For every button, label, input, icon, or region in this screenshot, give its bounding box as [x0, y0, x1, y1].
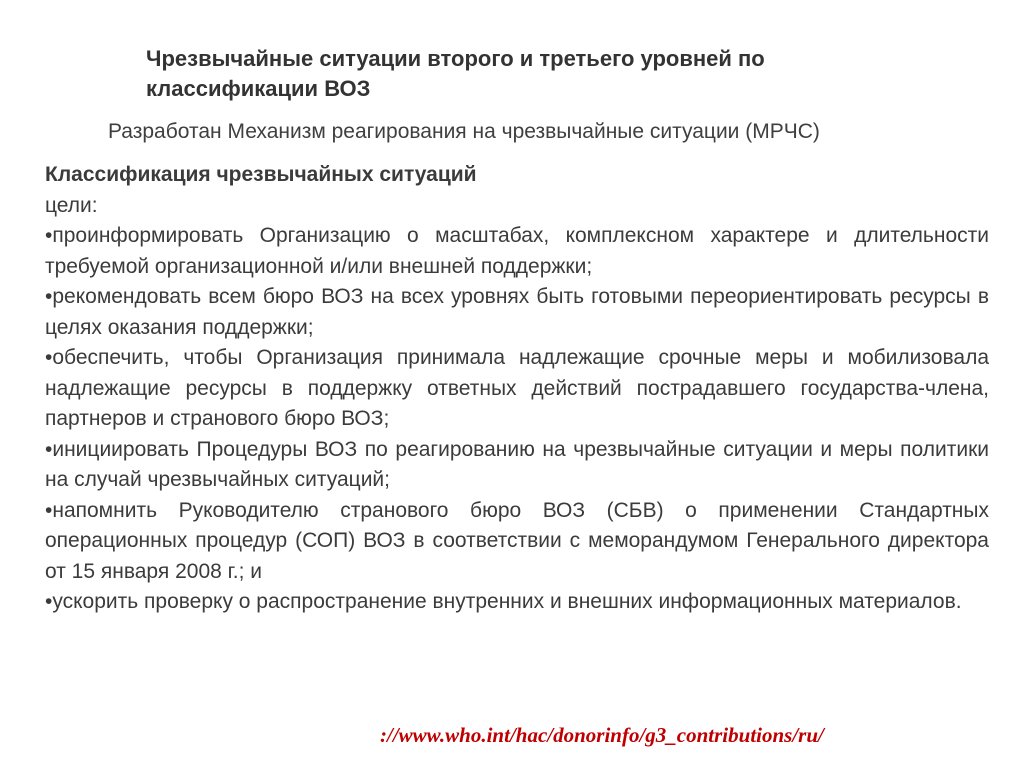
bullet-item-5: •напомнить Руководителю странового бюро ВОЗ (СБВ) о применении Стандартных операционных процедур (СОП) ВОЗ в соответствии с меморандумом Генерального директора от 15 января 2008 г.; и [45, 498, 989, 583]
goals-label: цели: [45, 193, 98, 217]
source-link[interactable]: ://www.who.int/hac/donorinfo/g3_contributions/ru/ [380, 723, 824, 747]
bullet-item-6: •ускорить проверку о распространение внутренних и внешних информационных материалов. [45, 590, 962, 613]
bullet-item-3: •обеспечить, чтобы Организация принимала надлежащие срочные меры и мобилизовала надлежащие ресурсы в поддержку ответных действий пострадавшего государства-члена, партнеров и странового бюро ВОЗ; [45, 346, 989, 430]
slide-subtitle: Разработан Механизм реагирования на чрезвычайные ситуации (МРЧС) [108, 120, 820, 143]
bullet-item-4: •инициировать Процедуры ВОЗ по реагированию на чрезвычайные ситуации и меры политики на случай чрезвычайных ситуаций; [45, 437, 989, 491]
section-heading: Классификация чрезвычайных ситуаций [45, 163, 477, 186]
slide-content [45, 160, 989, 618]
slide-title: Чрезвычайные ситуации второго и третьего уровней по классификации ВОЗ [146, 46, 765, 101]
bullet-item-1: •проинформировать Организацию о масштабах, комплексном характере и длительности требуемой организационной и/или внешней поддержки; [45, 224, 989, 278]
bullet-item-2: •рекомендовать всем бюро ВОЗ на всех уровнях быть готовыми переориентировать ресурсы в целях оказания поддержки; [45, 285, 989, 339]
